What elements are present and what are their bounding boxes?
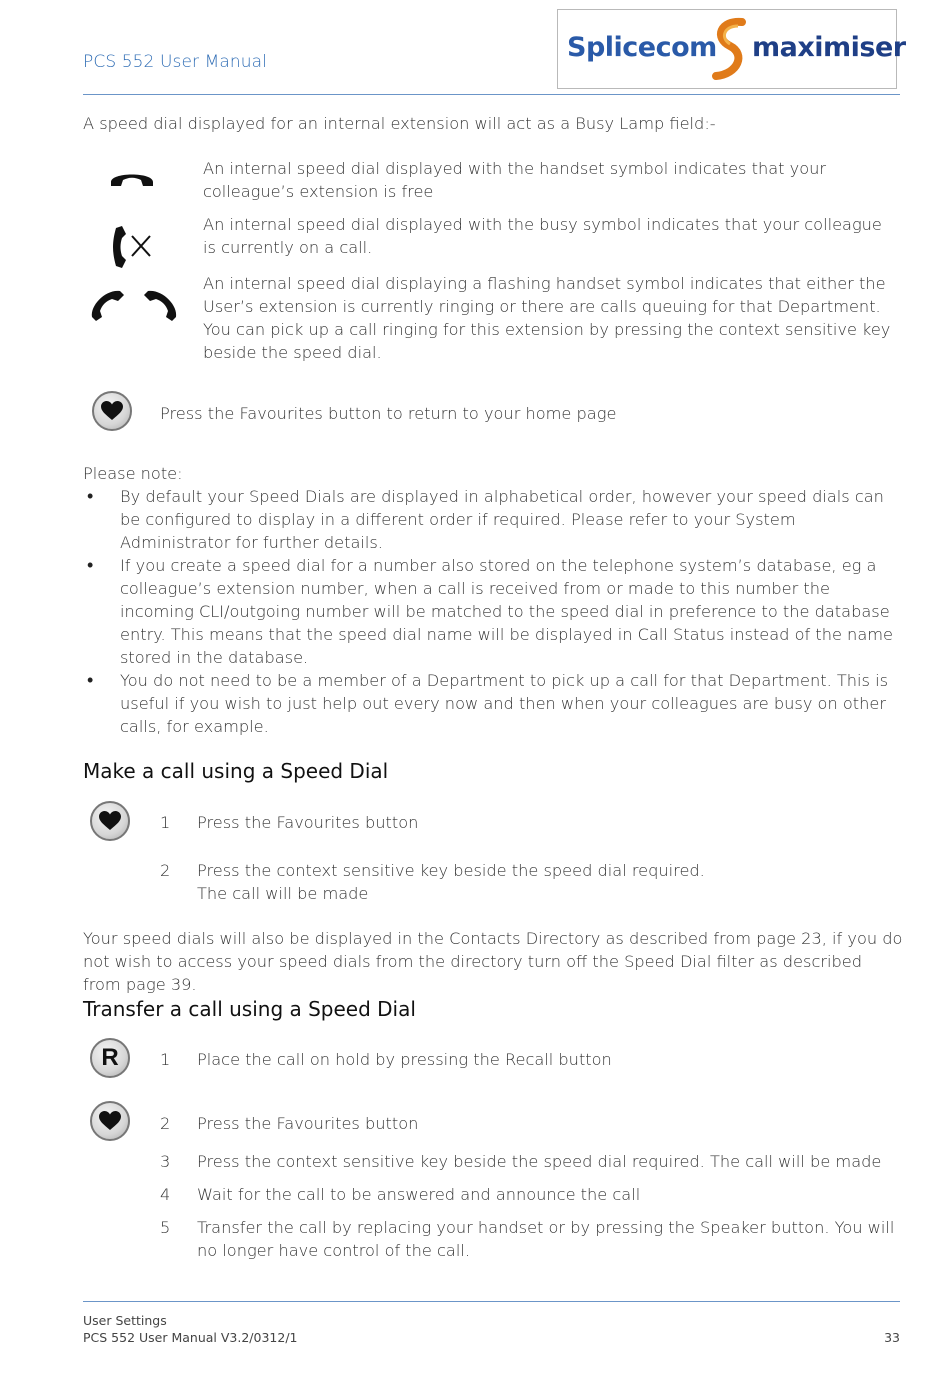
note-title: Please note: [83, 464, 183, 483]
section-heading-transfer-call: Transfer a call using a Speed Dial [83, 997, 416, 1021]
heart-icon [99, 811, 121, 831]
favourites-button-icon [90, 801, 130, 841]
heart-icon [99, 1111, 121, 1131]
directory-info-text: Your speed dials will also be displayed in the Contacts Directory as described from page 23, if you do not wish to access your speed dials from the directory turn off the Speed Dial filter as described from page 39. [83, 929, 903, 994]
recall-button-icon [90, 1038, 130, 1078]
list-item: • By default your Speed Dials are displayed in alphabetical order, however your speed dials can be configured to display in a different order if required. Please refer to your System Administrator for further details. [83, 485, 900, 554]
list-item: • You do not need to be a member of a Department to pick up a call for that Department. This is useful if you wish to just help out every now and then when your colleagues are busy on other calls, for example. [83, 669, 900, 738]
notes-list [83, 485, 900, 738]
footer-rule [83, 1301, 900, 1302]
document-title: PCS 552 User Manual [83, 52, 267, 72]
list-item: • If you create a speed dial for a number also stored on the telephone system’s database, eg a colleague’s extension number, when a call is received from or made to this number the incoming CLI/outgoing number will be matched to the speed dial in preference to the database entry. This means that the speed dial name will be displayed in Call Status instead of the name stored in the database. [83, 554, 900, 669]
blf-free-text: An internal speed dial displayed with the handset symbol indicates that your colleague’s extension is free [203, 159, 827, 201]
step-number: 3 [160, 1152, 171, 1171]
step-text: Transfer the call by replacing your handset or by pressing the Speaker button. You will no longer have control of the call. [197, 1218, 895, 1260]
step-text: Place the call on hold by pressing the Recall button [197, 1050, 612, 1069]
busy-handset-icon [112, 224, 154, 270]
header-rule [83, 94, 900, 95]
logo-swoosh-icon [708, 16, 750, 82]
page-number: 33 [884, 1330, 900, 1345]
blf-ringing-text: An internal speed dial displaying a flashing handset symbol indicates that either the User’s extension is currently ringing or there are calls queuing for that Department. You can pick up a call ringing for this extension by pressing the context sensitive key beside the speed dial. [203, 274, 891, 362]
recall-key-label: R [101, 1044, 119, 1071]
favourites-button-icon [92, 391, 132, 431]
step-number: 1 [160, 813, 171, 832]
step-text: Press the context sensitive key beside the speed dial required. The call will be made [197, 1152, 882, 1171]
step-text: Press the Favourites button [197, 1114, 419, 1133]
step-number: 2 [160, 861, 171, 880]
step-text: Press the Favourites button [197, 813, 419, 832]
step-number: 5 [160, 1218, 171, 1237]
section-heading-make-call: Make a call using a Speed Dial [83, 759, 389, 783]
step-number: 1 [160, 1050, 171, 1069]
intro-text: A speed dial displayed for an internal extension will act as a Busy Lamp field:- [83, 114, 716, 133]
step-text: Press the context sensitive key beside the speed dial required. [197, 861, 705, 880]
footer-section: User Settings [83, 1313, 167, 1328]
logo-maximiser-text: maximiser [752, 32, 906, 63]
splicecom-logo [557, 9, 906, 89]
step-number: 4 [160, 1185, 171, 1204]
handset-icon [107, 166, 157, 192]
favourites-return-text: Press the Favourites button to return to your home page [160, 404, 617, 423]
step-number: 2 [160, 1114, 171, 1133]
footer-doc-ref: PCS 552 User Manual V3.2/0312/1 [83, 1330, 298, 1345]
blf-busy-text: An internal speed dial displayed with the busy symbol indicates that your colleague is currently on a call. [203, 215, 882, 257]
flashing-handset-icon [88, 287, 180, 323]
logo-splicecom-text: Splicecom [567, 32, 717, 63]
step-text: Wait for the call to be answered and announce the call [197, 1185, 641, 1204]
heart-icon [101, 401, 123, 421]
favourites-button-icon [90, 1101, 130, 1141]
step-subtext: The call will be made [197, 884, 369, 903]
